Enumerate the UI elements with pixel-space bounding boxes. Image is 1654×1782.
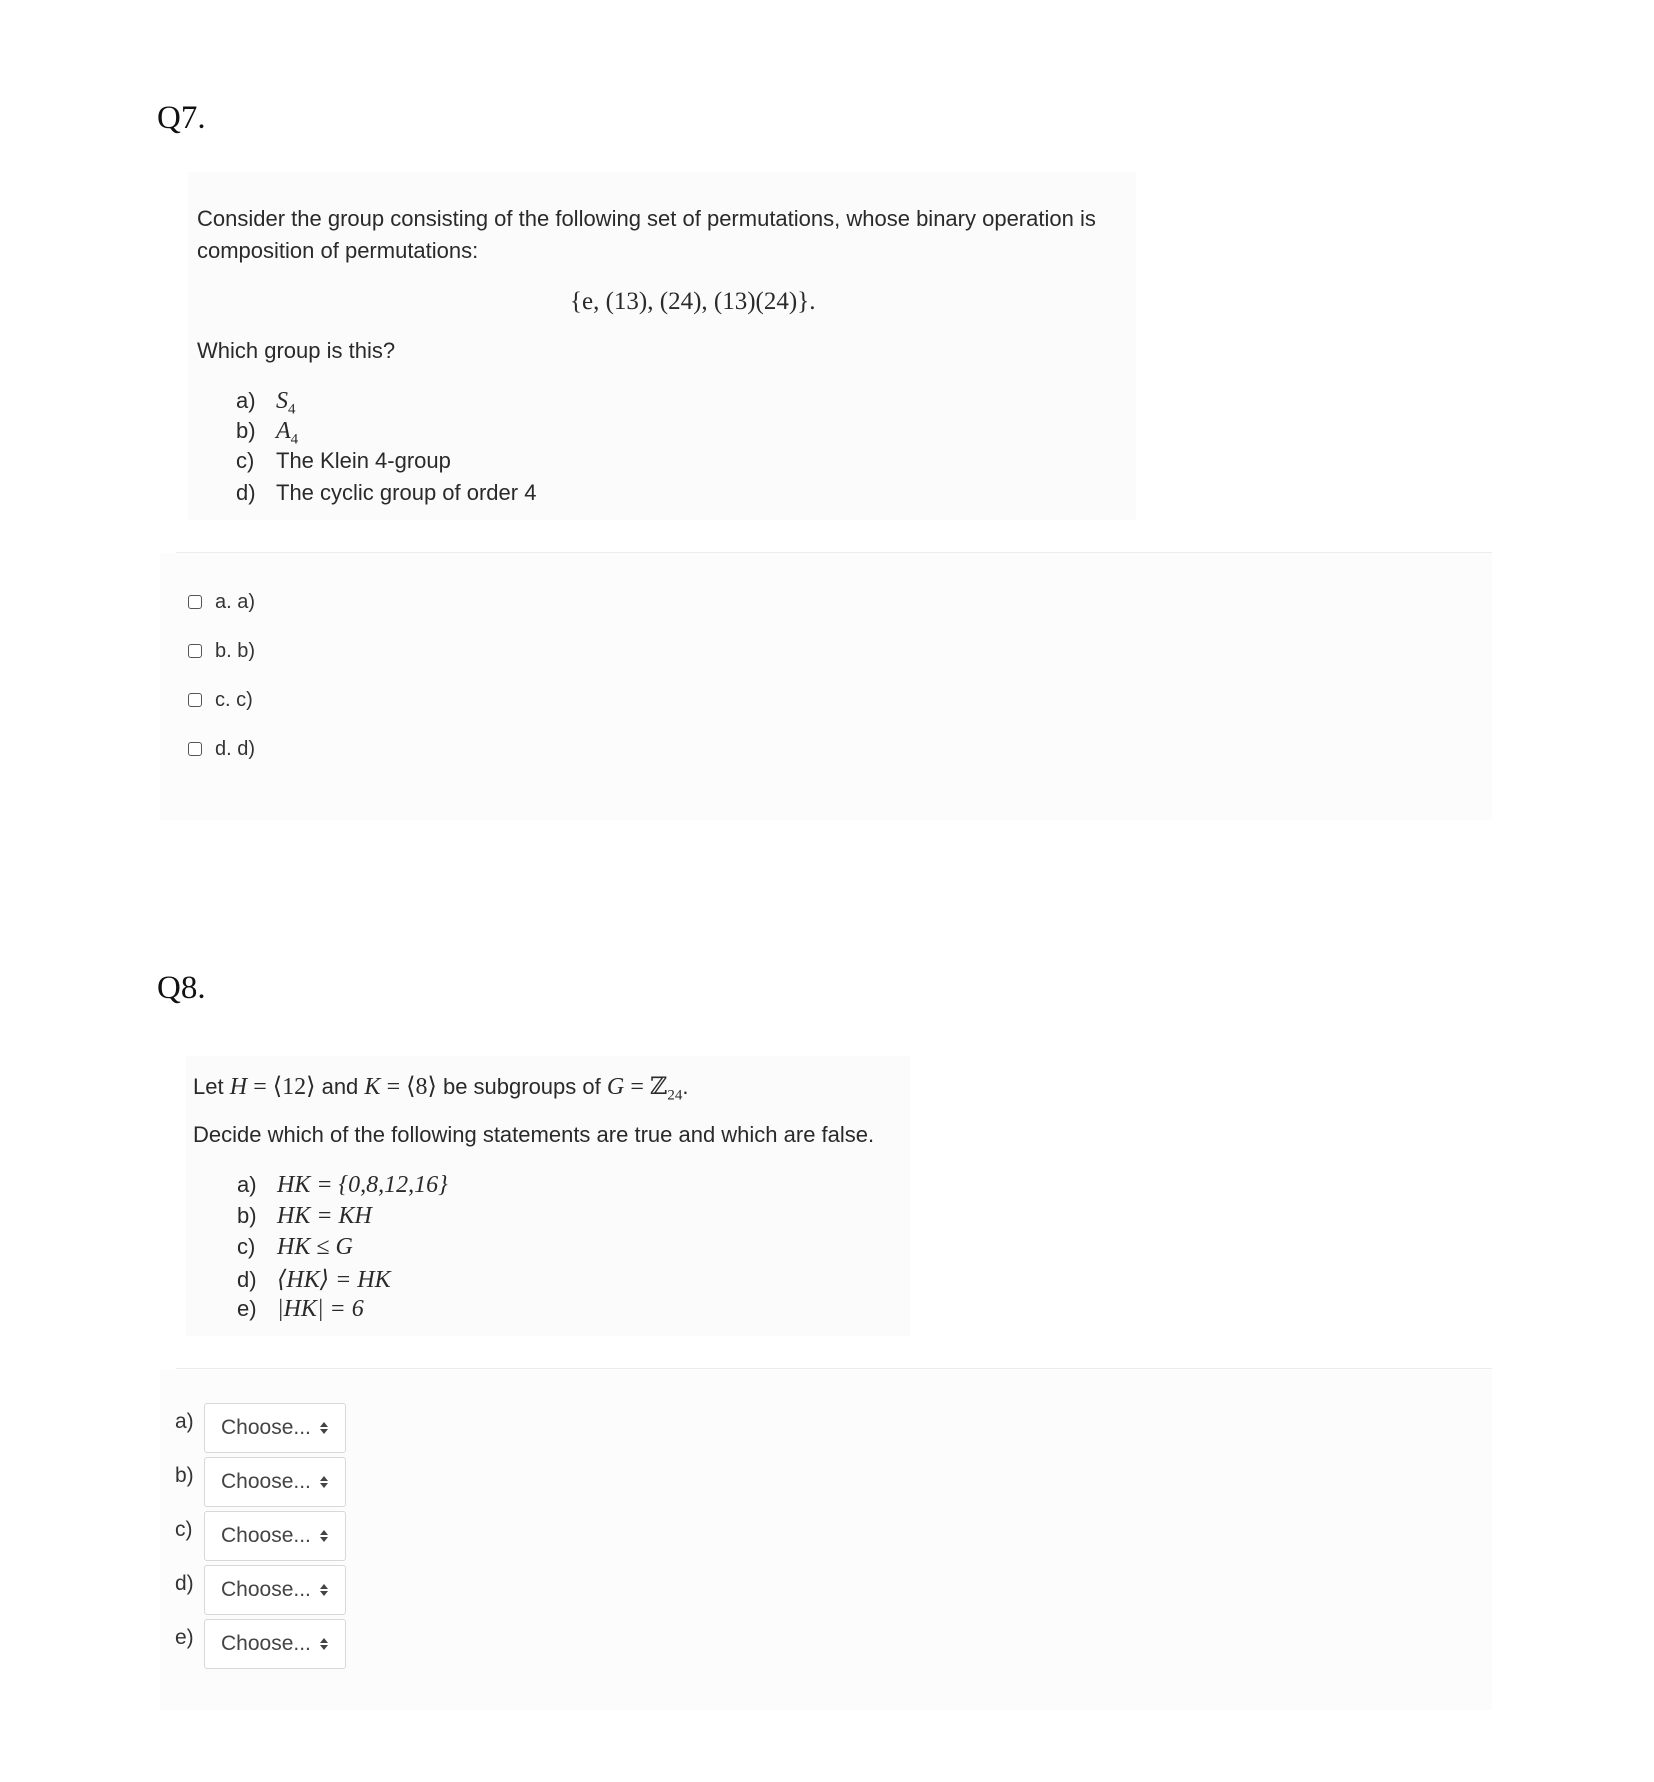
q8-select-e[interactable]: Choose... — [204, 1619, 346, 1669]
q7-set-expression: {e, (13), (24), (13)(24)}. — [570, 288, 816, 315]
q8-row-label-e: e) — [175, 1626, 194, 1649]
q8-statement-b: b) HK = KH — [237, 1203, 372, 1229]
q7-intro-line1: Consider the group consisting of the following set of permutations, whose binary operation is — [197, 206, 1096, 231]
q8-answer-area — [160, 1370, 1492, 1710]
q8-row-label-b: b) — [175, 1464, 194, 1487]
sort-arrows-icon — [319, 1637, 329, 1651]
q7-choice-a[interactable]: a. a) — [188, 589, 255, 615]
q8-label: Q8. — [157, 970, 206, 1006]
q8-row-label-d: d) — [175, 1572, 194, 1595]
q8-select-b[interactable]: Choose... — [204, 1457, 346, 1507]
q7-label: Q7. — [157, 100, 206, 136]
q8-select-d[interactable]: Choose... — [204, 1565, 346, 1615]
sort-arrows-icon — [319, 1583, 329, 1597]
q8-intro: Let H = ⟨12⟩ and K = ⟨8⟩ be subgroups of G = ℤ$_{24}$. — [193, 1074, 689, 1104]
q8-statement-d: d) ⟨HK⟩ = HK — [237, 1267, 391, 1293]
q7-choice-d[interactable]: d. d) — [188, 736, 255, 762]
checkbox[interactable] — [188, 693, 202, 707]
q7-question-image — [188, 172, 1136, 520]
checkbox[interactable] — [188, 742, 202, 756]
q8-row-label-a: a) — [175, 1410, 194, 1433]
q7-choice-b[interactable]: b. b) — [188, 638, 255, 664]
q8-instruction: Decide which of the following statements are true and which are false. — [193, 1122, 875, 1147]
q7-option-b: b) $A_4$ — [236, 418, 299, 448]
q8-row-label-c: c) — [175, 1518, 193, 1541]
q7-intro-line2: composition of permutations: — [197, 238, 479, 263]
q7-question: Which group is this? — [197, 338, 396, 363]
checkbox[interactable] — [188, 595, 202, 609]
q8-select-a[interactable]: Choose... — [204, 1403, 346, 1453]
q8-select-c[interactable]: Choose... — [204, 1511, 346, 1561]
sort-arrows-icon — [319, 1475, 329, 1489]
sort-arrows-icon — [319, 1421, 329, 1435]
q8-statement-a: a) HK = {0,8,12,16} — [237, 1172, 448, 1198]
q8-divider — [176, 1368, 1492, 1369]
q8-statement-c: c) HK ≤ G — [237, 1234, 353, 1260]
checkbox[interactable] — [188, 644, 202, 658]
q8-statement-e: e) |HK| = 6 — [237, 1296, 364, 1322]
q7-option-a: a) $S_4$ — [236, 388, 296, 418]
q7-option-c: c) The Klein 4-group — [236, 448, 451, 473]
q7-answer-area — [160, 553, 1492, 820]
sort-arrows-icon — [319, 1529, 329, 1543]
q7-option-d: d) The cyclic group of order 4 — [236, 480, 537, 505]
q8-question-image — [186, 1056, 910, 1336]
q7-choice-c[interactable]: c. c) — [188, 687, 253, 713]
